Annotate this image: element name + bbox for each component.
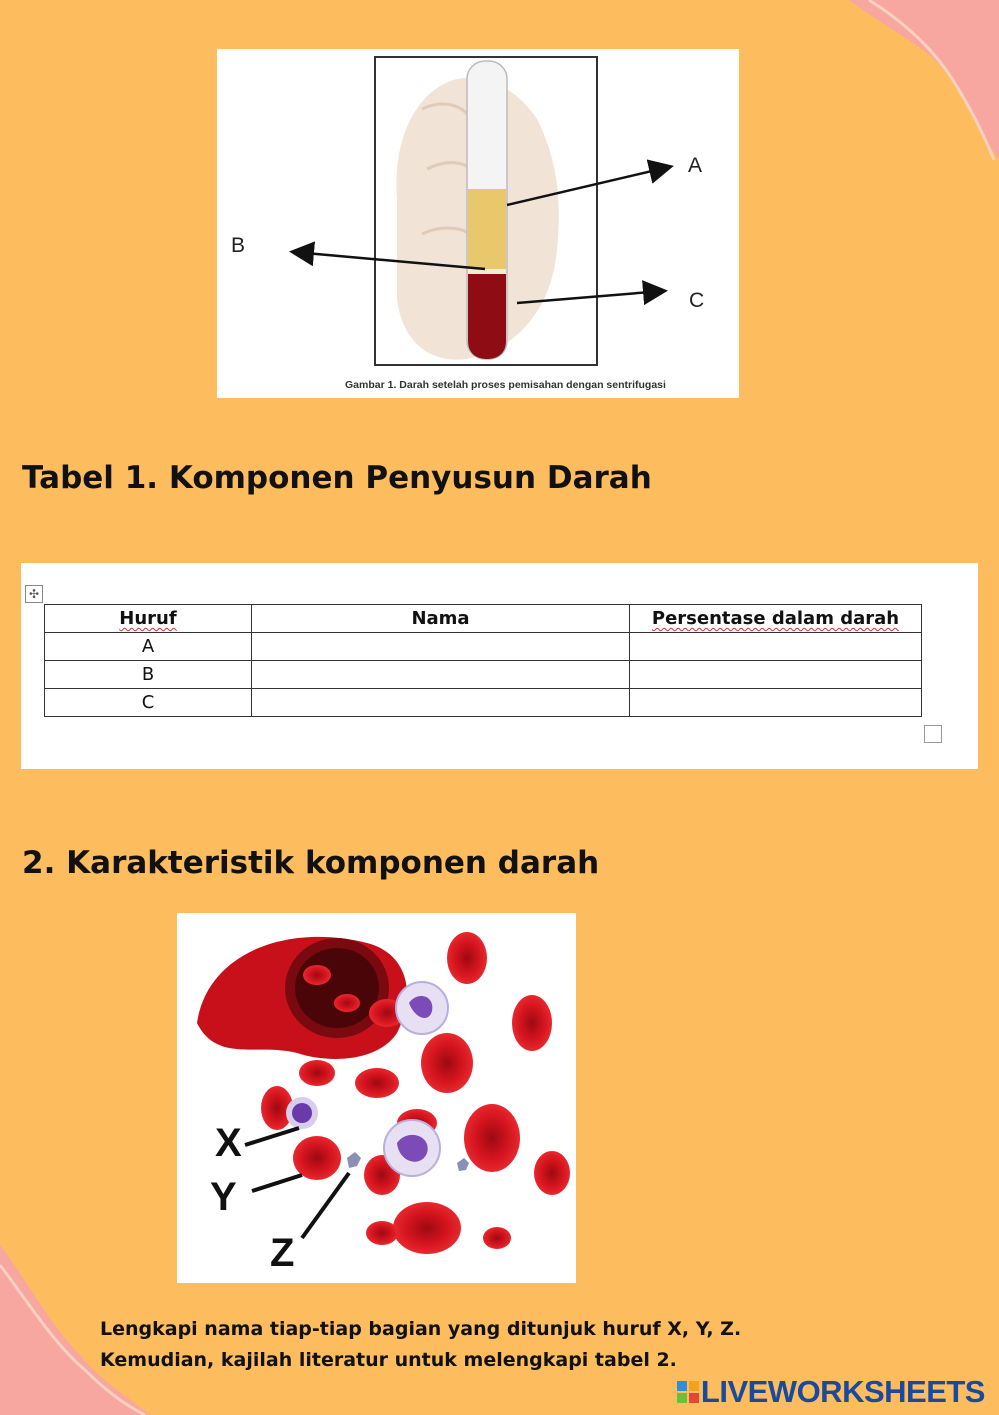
- figure-blood-cells: [177, 913, 576, 1283]
- instruction-text: [100, 1314, 860, 1376]
- table1: [44, 604, 922, 717]
- label-z: Z: [270, 1231, 295, 1275]
- section2-title: 2. Karakteristik komponen darah: [22, 845, 600, 881]
- header-nama: Nama: [252, 605, 630, 633]
- table-row: [45, 633, 922, 661]
- label-c: C: [689, 289, 705, 312]
- corner-decoration-top-right: [849, 0, 999, 165]
- figure-centrifuged-blood: [217, 49, 739, 398]
- label-b: B: [231, 234, 246, 257]
- cell-huruf: B: [45, 661, 252, 689]
- table-row: [45, 689, 922, 717]
- brand-name: LIVEWORKSHEETS: [700, 1374, 985, 1409]
- persentase-a-input[interactable]: [630, 633, 921, 660]
- table-resize-handle[interactable]: [924, 725, 942, 743]
- cell-nama-b[interactable]: [252, 661, 630, 689]
- instruction-line-2: Kemudian, kajilah literatur untuk melengkapi tabel 2.: [100, 1349, 677, 1371]
- nama-c-input[interactable]: [252, 689, 629, 716]
- cell-huruf: A: [45, 633, 252, 661]
- brand-logo: [677, 1374, 985, 1410]
- cell-nama-c[interactable]: [252, 689, 630, 717]
- cell-huruf: C: [45, 689, 252, 717]
- header-persentase: Persentase dalam darah: [630, 605, 922, 633]
- table-header-row: [45, 605, 922, 633]
- figure1-caption: Gambar 1. Darah setelah proses pemisahan dengan sentrifugasi: [345, 379, 666, 391]
- cell-persentase-b[interactable]: [630, 661, 922, 689]
- cell-persentase-c[interactable]: [630, 689, 922, 717]
- label-y: Y: [210, 1175, 237, 1219]
- liveworksheets-logo-icon: [677, 1381, 699, 1403]
- table1-title: Tabel 1. Komponen Penyusun Darah: [22, 460, 652, 496]
- header-huruf: Huruf: [45, 605, 252, 633]
- table-row: [45, 661, 922, 689]
- label-a: A: [688, 154, 703, 177]
- nama-a-input[interactable]: [252, 633, 629, 660]
- instruction-line-1: Lengkapi nama tiap-tiap bagian yang ditunjuk huruf X, Y, Z.: [100, 1318, 742, 1340]
- table1-container: [21, 563, 978, 769]
- blood-cells-illustration: [177, 913, 576, 1283]
- persentase-c-input[interactable]: [630, 689, 921, 716]
- persentase-b-input[interactable]: [630, 661, 921, 688]
- label-x: X: [215, 1121, 242, 1165]
- nama-b-input[interactable]: [252, 661, 629, 688]
- blood-tube-illustration: [217, 49, 739, 398]
- cell-persentase-a[interactable]: [630, 633, 922, 661]
- table-move-handle-icon[interactable]: ✣: [25, 585, 43, 603]
- cell-nama-a[interactable]: [252, 633, 630, 661]
